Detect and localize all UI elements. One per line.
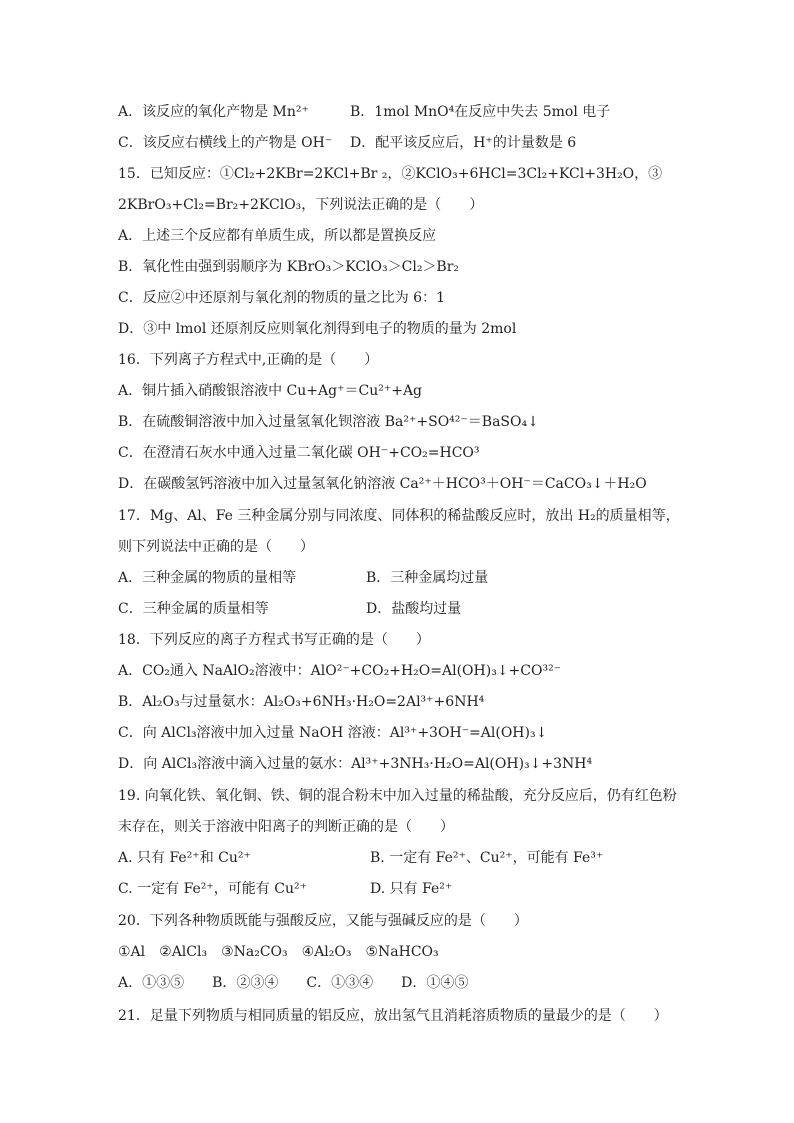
q19-option-b: B. 一定有 Fe²⁺、Cu²⁺，可能有 Fe³⁺ xyxy=(370,850,604,866)
question-17-stem-cont: 则下列说法中正确的是（ ） xyxy=(118,539,314,555)
option-line xyxy=(118,104,309,120)
q15-option-d: D．③中 lmol 还原剂反应则氧化剂得到电子的物质的量为 2mol xyxy=(118,321,517,337)
question-19-stem-cont: 末存在，则关于溶液中阳离子的判断正确的是（ ） xyxy=(118,819,454,835)
option-d: D．配平该反应后，H⁺的计量数是 6 xyxy=(350,135,577,151)
q15-option-a: A．上述三个反应都有单质生成，所以都是置换反应 xyxy=(118,228,437,244)
q17-option-b: B．三种金属均过量 xyxy=(366,570,489,586)
option-c: C．该反应右横线上的产物是 OH⁻ xyxy=(118,135,333,151)
option-b: B．1mol MnO⁴在反应中失去 5mol 电子 xyxy=(350,104,611,120)
question-15-stem: 15．已知反应：①Cl₂+2KBr=2KCl+Br ₂，②KClO₃+6HCl=3Cl₂+KCl+3H₂O，③ xyxy=(118,166,663,182)
q16-option-b: B．在硫酸铜溶液中加入过量氢氧化钡溶液 Ba²⁺+SO⁴²⁻＝BaSO₄↓ xyxy=(118,414,539,430)
q15-option-c: C．反应②中还原剂与氧化剂的物质的量之比为 6：1 xyxy=(118,290,445,306)
question-16-stem: 16．下列离子方程式中,正确的是（ ） xyxy=(118,352,379,368)
q18-option-a: A．CO₂通入 NaAlO₂溶液中：AlO²⁻+CO₂+H₂O=Al(OH)₃↓+CO³²⁻ xyxy=(118,663,562,679)
q18-option-c: C．向 AlCl₃溶液中加入过量 NaOH 溶液：Al³⁺+3OH⁻=Al(OH)₃↓ xyxy=(118,725,548,741)
option-a: A．该反应的氧化产物是 Mn²⁺ xyxy=(118,104,309,120)
q16-option-d: D．在碳酸氢钙溶液中加入过量氢氧化钠溶液 Ca²⁺＋HCO³＋OH⁻＝CaCO₃↓＋H₂O xyxy=(118,476,647,492)
q19-option-c: C. 一定有 Fe²⁺，可能有 Cu²⁺ xyxy=(118,881,307,897)
option-line xyxy=(118,135,332,151)
q16-option-c: C．在澄清石灰水中通入过量二氧化碳 OH⁻+CO₂=HCO³ xyxy=(118,445,480,461)
question-21-stem: 21．足量下列物质与相同质量的铝反应，放出氢气且消耗溶质物质的量最少的是（ ） xyxy=(118,1008,668,1024)
q17-option-c: C．三种金属的质量相等 xyxy=(118,601,269,617)
question-17-stem: 17．Mg、Al、Fe 三种金属分别与同浓度、同体积的稀盐酸反应时，放出 H₂的质量相等， xyxy=(118,508,680,524)
q20-options: A．①③⑤ B．②③④ C．①③④ D．①④⑤ xyxy=(118,975,469,991)
question-18-stem: 18．下列反应的离子方程式书写正确的是（ ） xyxy=(118,632,430,648)
question-15-stem-cont: 2KBrO₃+Cl₂=Br₂+2KClO₃，下列说法正确的是（ ） xyxy=(118,197,484,213)
q17-option-a: A．三种金属的物质的量相等 xyxy=(118,570,297,586)
q16-option-a: A．铜片插入硝酸银溶液中 Cu+Ag⁺＝Cu²⁺+Ag xyxy=(118,383,423,399)
q19-option-a: A. 只有 Fe²⁺和 Cu²⁺ xyxy=(118,850,251,866)
q20-items: ①Al ②AlCl₃ ③Na₂CO₃ ④Al₂O₃ ⑤NaHCO₃ xyxy=(118,944,439,960)
q17-option-d: D．盐酸均过量 xyxy=(366,601,462,617)
q18-option-b: B．Al₂O₃与过量氨水：Al₂O₃+6NH₃·H₂O=2Al³⁺+6NH⁴ xyxy=(118,694,485,710)
q15-option-b: B．氧化性由强到弱顺序为 KBrO₃＞KClO₃＞Cl₂＞Br₂ xyxy=(118,259,460,275)
question-19-stem: 19. 向氧化铁、氧化铜、铁、铜的混合粉末中加入过量的稀盐酸，充分反应后，仍有红色粉 xyxy=(118,788,677,804)
q19-option-d: D. 只有 Fe²⁺ xyxy=(370,881,453,897)
q18-option-d: D．向 AlCl₃溶液中滴入过量的氨水：Al³⁺+3NH₃·H₂O=Al(OH)₃↓+3NH⁴ xyxy=(118,756,593,772)
question-20-stem: 20．下列各种物质既能与强酸反应，又能与强碱反应的是（ ） xyxy=(118,913,528,929)
